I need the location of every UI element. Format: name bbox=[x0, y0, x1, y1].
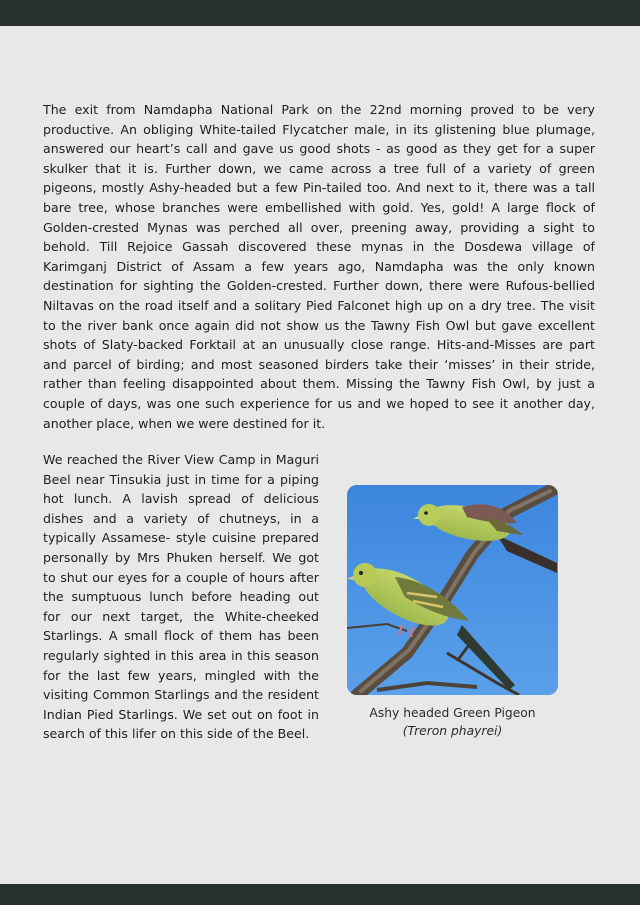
caption-common-name: Ashy headed Green Pigeon bbox=[369, 706, 536, 720]
photo-caption bbox=[347, 704, 558, 740]
header-bar bbox=[0, 0, 640, 26]
green-pigeon-photo bbox=[347, 485, 558, 695]
article-paragraph-2: We reached the River View Camp in Maguri Beel near Tinsukia just in time for a piping hot lunch. A lavish spread of delicious dishes and a variety of chutneys, in a typically Assamese- style cuisine prepared personally by Mrs Phuken herself. We got to shut our eyes for a couple of hours after the sumptuous lunch before heading out for our next target, the White-cheeked Starlings. A small flock of them has been regularly sighted in this area in this season for the last few years, mingled with the visiting Common Starlings and the resident Indian Pied Starlings. We set out on foot in search of this lifer on this side of the Beel. bbox=[43, 452, 319, 742]
footer-bar bbox=[0, 884, 640, 905]
caption-scientific-name: (Treron phayrei) bbox=[402, 724, 503, 738]
article-paragraph-1: The exit from Namdapha National Park on the 22nd morning proved to be very productive. An obliging White-tailed Flycatcher male, in its glistening blue plumage, answered our heart’s call and gave us good shots - as good as they get for a super skulker that it is. Further down, we came across a tree full of a variety of green pigeons, mostly Ashy-headed but a few Pin-tailed too. And next to it, there was a tall bare tree, whose branches were embellished with gold. Yes, gold! A large flock of Golden-crested Mynas was perched all over, preening away, providing a sight to behold. Till Rejoice Gassah discovered these mynas in the Dosdewa village of Karimganj District of Assam a few years ago, Namdapha was the only known destination for sighting the Golden-crested. Further down, there were Rufous-bellied Niltavas on the road itself and a solitary Pied Falconet high up on a dry tree. The visit to the river bank once again did not show us the Tawny Fish Owl but gave excellent shots of Slaty-backed Forktail at an unusually close range. Hits-and-Misses are part and parcel of birding; and most seasoned birders take their ‘misses’ in their stride, rather than feeling disappointed about them. Missing the Tawny Fish Owl, by just a couple of days, was one such experience for us and we hoped to see it another day, another place, when we were destined for it. bbox=[43, 102, 595, 431]
